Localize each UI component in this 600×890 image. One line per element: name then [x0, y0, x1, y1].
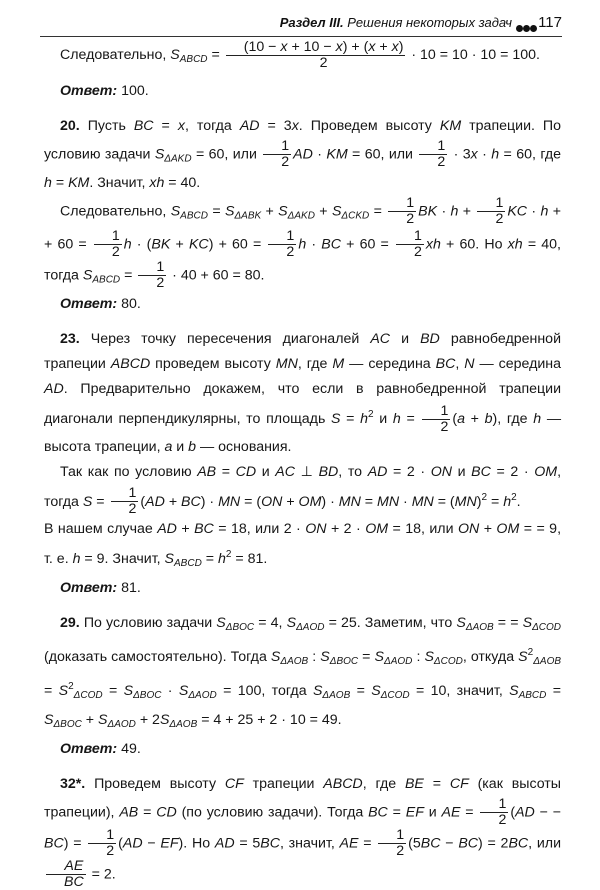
answer-23: Ответ: 81.: [60, 580, 141, 597]
solution-19-conclusion: Следовательно, $S_{ABCD}$ = $\frac{(10 - x + 10 - x) + (x + x)}{2}$ · 10 = 10 · 10 = 100.: [60, 38, 540, 71]
header-dots-icon: [516, 19, 538, 28]
page-body: [44, 36, 561, 890]
problem-20-continued: Следовательно, $S_{ABCD} = S_{\Delta ABK} + S_{\Delta AKD} + S_{\Delta CKD}$ = $\frac{1}{2}$ BK · h + $\frac{1}{2}$ KC · h + + 60 = $\frac{1}{2}$ h · (BK + KC) + 60 = $\frac{1}{2}$ h · BC + 60 = $\frac{1}{2}$ xh + 60. Но xh = 40, тогда $S_{ABCD}$ = $\frac{1}{2}$ · 40 + 60 = 80.: [44, 195, 562, 291]
problem-29: 29. По условию задачи $S_{\Delta BOC} = 4$, $S_{\Delta AOD} = 25$. Заметим, что $S_{\Delta AOB}$ = = $S_{\Delta COD}$ (доказать самостоятельно). Тогда $S_{\Delta AOB}$ : $S_{\Delta BOC} = S_{\Delta AOD}$ : $S_{\Delta COD}$, откуда $S^2_{\Delta AOB} = S^2_{\Delta COD} = S_{\Delta BOC} \cdot S_{\Delta AOD} = 100$, тогда $S_{\Delta AOB} = S_{\Delta COD} = 10$, значит, $S_{ABCD} = S_{\Delta BOC} + S_{\Delta AOD} + 2S_{\Delta AOB} = 4 + 25 + 2 \cdot 10 = 49$.: [44, 615, 562, 731]
problem-32: 32*. Проведем высоту CF трапеции ABCD, где BE = CF (как высоты трапеции), AB = CD (по условию задачи). Тогда BC = EF и AE = $\frac{1}{2}$ (AD − − BC) = $\frac{1}{2}$ (AD − EF). Но AD = 5BC, значит, AE = $\frac{1}{2}$ (5BC − BC) = 2BC, или $\frac{AE}{BC}$ = 2.: [44, 776, 562, 890]
problem-20: 20. Пусть BC = x, тогда AD = 3x. Проведем высоту KM трапеции. По условию задачи $S_{\Delta AKD} = 60$, или $\frac{1}{2}$ AD · KM = 60, или $\frac{1}{2}$ · 3x · h = 60, где h = KM. Значит, xh = 40.: [44, 118, 562, 192]
problem-23-proof: Так как по условию AB = CD и AC ⊥ BD, то AD = 2 · ON и BC = 2 · OM, тогда S = $\frac{1}{2}$ (AD + BC) · MN = (ON + OM) · MN = MN · MN = $(MN)^2 = h^2$.: [44, 463, 562, 518]
answer-20: Ответ: 80.: [60, 295, 141, 312]
page-header: [0, 14, 600, 34]
answer-19: Ответ: 100.: [60, 83, 149, 99]
running-head: Раздел III. Решения некоторых задач: [279, 15, 512, 30]
answer-29: Ответ: 49.: [60, 741, 141, 758]
problem-23: 23. Через точку пересечения диагоналей AC и BD равнобедренной трапеции ABCD проведем высоту MN, где M — середина BC, N — середина AD. Предварительно докажем, что если в равнобедренной трапеции диагонали перпендикулярны, то площадь $S = h^2$ и h = $\frac{1}{2}$ (a + b), где h — высота трапеции, a и b — основания.: [44, 330, 562, 455]
problem-23-case: В нашем случае AD + BC = 18, или 2 · ON + 2 · OM = 18, или ON + OM = = 9, т. е. h = 9. Значит, $S_{ABCD} = h^2 = 81$.: [44, 521, 562, 570]
page-number: 117: [538, 14, 562, 31]
